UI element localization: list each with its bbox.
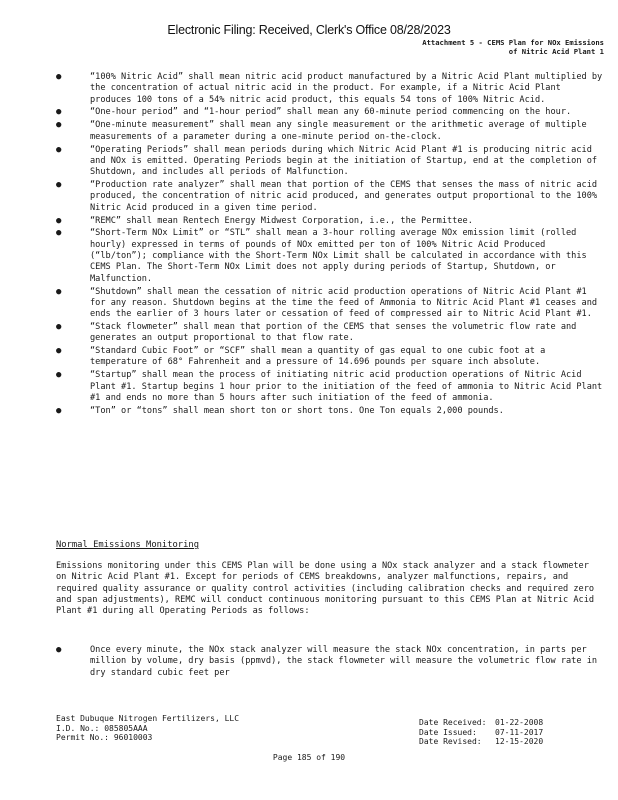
bullet-icon: ●	[56, 107, 62, 118]
bullet-icon: ●	[56, 645, 62, 655]
footer-permit	[56, 733, 239, 743]
definition-item	[56, 120, 604, 143]
definition-item	[56, 406, 604, 417]
bullet-icon: ●	[56, 370, 62, 381]
definition-item	[56, 322, 604, 345]
footer-date-label: Date Issued:	[419, 727, 477, 737]
footer-facility-info	[56, 714, 239, 743]
filing-stamp: Electronic Filing: Received, Clerk's Office 08/28/2023	[167, 23, 451, 37]
bullet-icon: ●	[56, 120, 62, 131]
definition-item	[56, 72, 604, 106]
definition-text: “One-minute measurement” shall mean any single measurement or the arithmetic average of multiple measurements of a parameter during a one-minute period on-the-clock.	[90, 120, 587, 142]
bullet-icon: ●	[56, 321, 62, 332]
definition-text: “Standard Cubic Foot” or “SCF” shall mean a quantity of gas equal to one cubic foot at a temperature of 68° Fahrenheit and a pressure of 14.696 pounds per square inch absolute.	[90, 346, 546, 368]
bullet-icon: ●	[56, 228, 62, 239]
section-paragraph: Emissions monitoring under this CEMS Plan will be done using a NOx stack analyzer and a stack flowmeter on Nitric Acid Plant #1. Except for periods of CEMS breakdowns, analyzer malfunctions, repairs, and required quality assurance or quality control activities (including calibration checks and required zero and span adjustments), REMC will conduct continuous monitoring pursuant to this CEMS Plan at Nitric Acid Plant #1 during all Operating Periods as follows:	[56, 561, 595, 617]
definition-item	[56, 228, 604, 284]
footer-date-revised	[419, 737, 543, 747]
footer-id-label: I.D. No.:	[56, 723, 100, 733]
definition-text: “Stack flowmeter” shall mean that portion of the CEMS that senses the volumetric flow rate and generates an output proportional to that flow rate.	[90, 321, 577, 344]
attachment-title-line1: Attachment 5 - CEMS Plan for NOx Emissions	[422, 38, 604, 47]
footer-date-label: Date Revised:	[419, 737, 482, 747]
definition-text: “One-hour period” and “1-hour period” shall mean any 60-minute period commencing on the hour.	[90, 107, 572, 118]
definition-item	[56, 346, 604, 369]
footer-permit-value: 96010003	[113, 733, 153, 743]
section-heading: Normal Emissions Monitoring	[56, 540, 199, 550]
bullet-icon: ●	[56, 144, 62, 155]
monitoring-item-text: Once every minute, the NOx stack analyzer will measure the stack NOx concentration, in parts per million by volume, dry basis (ppmvd), the stack flowmeter will measure the volumetric flow rate in dry standard cubic feet per	[90, 645, 598, 678]
bullet-icon: ●	[56, 346, 62, 357]
footer-permit-label: Permit No.:	[56, 733, 109, 743]
footer-date-value: 07-11-2017	[495, 727, 544, 737]
definition-item	[56, 180, 604, 214]
bullet-icon: ●	[56, 405, 62, 416]
footer-date-value: 12-15-2020	[495, 737, 544, 747]
definition-text: “REMC” shall mean Rentech Energy Midwest Corporation, i.e., the Permittee.	[90, 215, 473, 226]
bullet-icon: ●	[56, 72, 62, 82]
definition-text: “Operating Periods” shall mean periods during which Nitric Acid Plant #1 is producing nitric acid and NOx is emitted. Operating Periods begin at the initiation of Startup, end at the completion of Shutdown, and includes all periods of Malfunction.	[90, 144, 598, 178]
definitions-list	[56, 72, 604, 419]
definition-text: “100% Nitric Acid” shall mean nitric acid product manufactured by a Nitric Acid Plant multiplied by the concentration of actual nitric acid in the product. For example, if a Nitric Acid Plant produces 100 tons of a 54% nitric acid product, this equals 54 tons of 100% Nitric Acid.	[90, 72, 603, 105]
bullet-icon: ●	[56, 215, 62, 226]
footer-date-label: Date Received:	[419, 718, 487, 727]
footer-id-value: 085805AAA	[104, 723, 148, 733]
definition-item	[56, 216, 604, 227]
footer-date-received	[419, 718, 543, 728]
monitoring-item	[56, 645, 604, 679]
definition-text: “Short-Term NOx Limit” or “STL” shall mean a 3-hour rolling average NOx emission limit (rolled hourly) expressed in terms of pounds of NOx emitted per ton of 100% Nitric Acid Produced (“lb/ton”); compliance with the Short-Term NOx Limit shall be calculated in accordance with this CEMS Plan. The Short-Term NOx Limit does not apply during periods of Startup, Shutdown, or Malfunction.	[90, 228, 587, 284]
bullet-icon: ●	[56, 180, 62, 191]
definition-item	[56, 287, 604, 321]
bullet-icon: ●	[56, 286, 62, 297]
footer-date-value: 01-22-2008	[495, 718, 544, 727]
footer-id	[56, 724, 239, 734]
footer-company: East Dubuque Nitrogen Fertilizers, LLC	[56, 714, 240, 723]
footer-dates	[419, 718, 543, 747]
definition-item	[56, 370, 604, 404]
attachment-header	[422, 38, 604, 56]
definition-text: “Production rate analyzer” shall mean that portion of the CEMS that senses the mass of nitric acid produced, the concentration of nitric acid produced, and generates output proportional to the 100% Nitric Acid produced in a given time period.	[90, 180, 598, 213]
definition-item	[56, 107, 604, 118]
page-number: Page 185 of 190	[272, 753, 346, 762]
definition-item	[56, 145, 604, 179]
attachment-title-line2: of Nitric Acid Plant 1	[508, 47, 604, 56]
definition-text: “Ton” or “tons” shall mean short ton or short tons. One Ton equals 2,000 pounds.	[90, 405, 504, 416]
definition-text: “Startup” shall mean the process of initiating nitric acid production operations of Nitric Acid Plant #1. Startup begins 1 hour prior to the initiation of the feed of ammonia to Nitric Acid Plant #1 and ends no more than 5 hours after such initiation of the feed of ammonia.	[90, 370, 603, 403]
definition-text: “Shutdown” shall mean the cessation of nitric acid production operations of Nitric Acid Plant #1 for any reason. Shutdown begins at the time the feed of Ammonia to Nitric Acid Plant #1 ceases and ends the earlier of 3 hours later or cessation of feed of compressed air to Nitric Acid Plant #1.	[90, 286, 598, 320]
footer-date-issued	[419, 728, 543, 738]
